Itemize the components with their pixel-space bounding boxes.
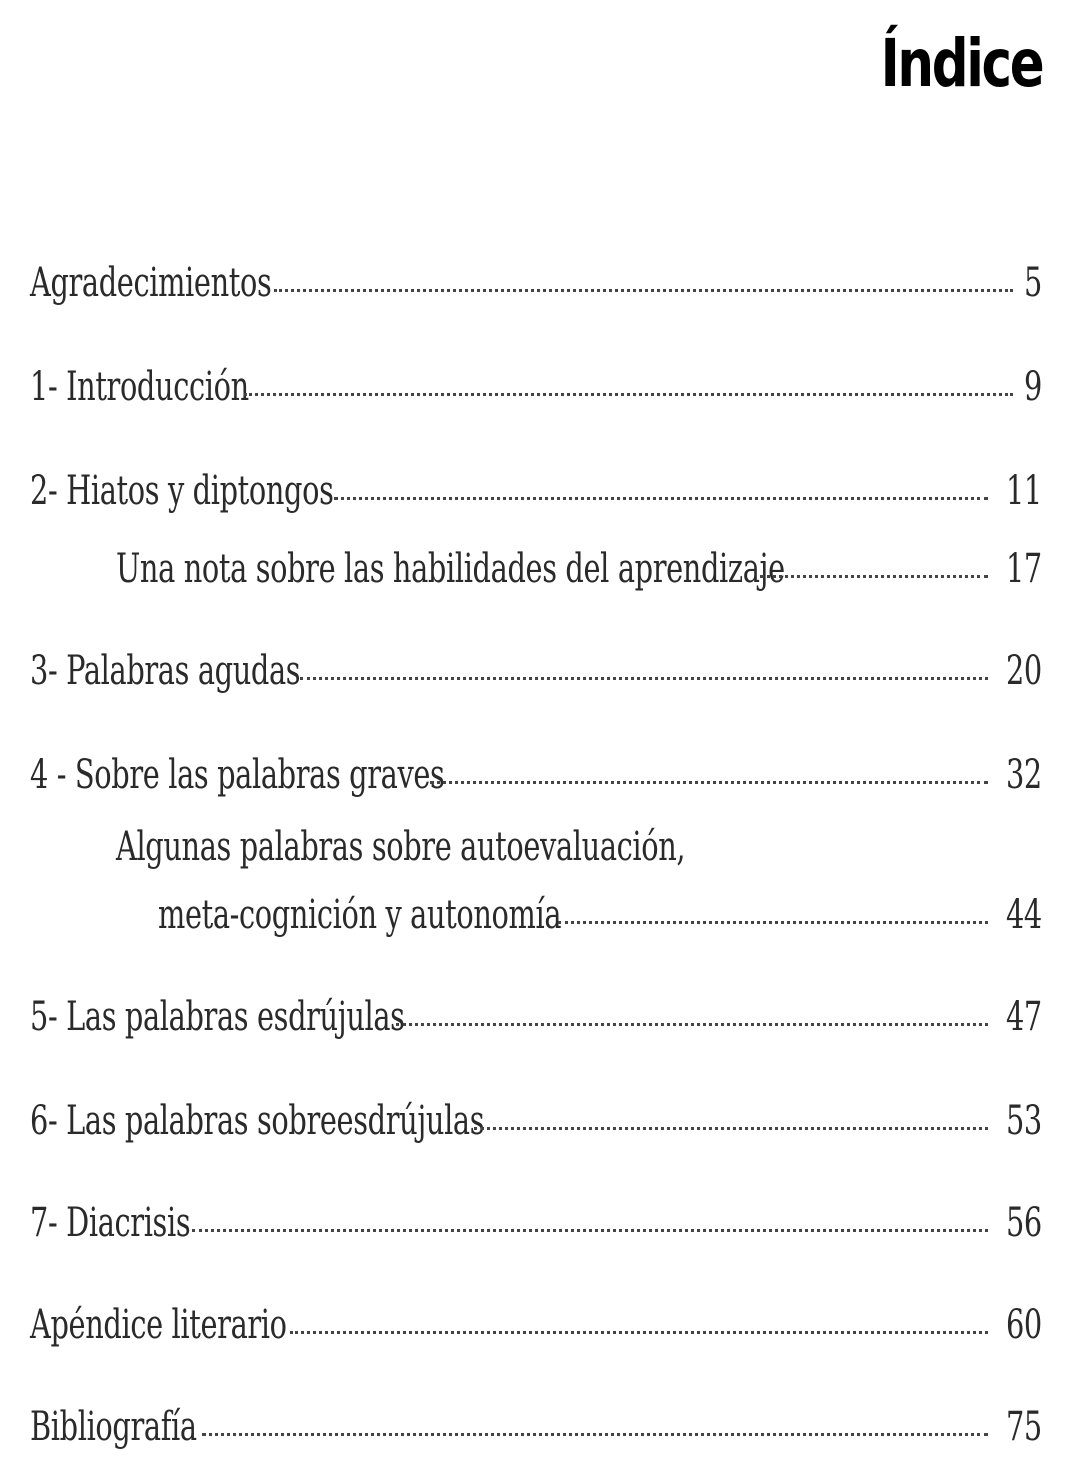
page-title: Índice [880, 25, 1042, 102]
toc-page-number: 9 [1024, 364, 1042, 410]
dot-leader [244, 393, 1013, 396]
dot-leader [202, 1433, 988, 1436]
toc-entry-esdrujulas[interactable] [30, 992, 1042, 1042]
toc-entry-autoevaluacion[interactable] [158, 890, 1042, 940]
toc-page-number: 32 [1006, 752, 1042, 798]
toc-page-number: 60 [1006, 1302, 1042, 1348]
dot-leader [396, 1023, 988, 1026]
toc-entry-title: meta-cognición y autonomía [158, 892, 562, 938]
toc-entry-title: Una nota sobre las habilidades del aprendizaje [116, 546, 785, 592]
toc-entry-title: 3- Palabras agudas [30, 648, 301, 694]
toc-entry-title: Apéndice literario [30, 1302, 287, 1348]
toc-entry-title: 5- Las palabras esdrújulas [30, 994, 405, 1040]
toc-page-number: 53 [1006, 1098, 1042, 1144]
toc-entry-apendice[interactable] [30, 1300, 1042, 1350]
toc-page-number: 11 [1006, 468, 1042, 514]
toc-page-number: 5 [1024, 260, 1042, 306]
toc-page-number: 17 [1006, 546, 1042, 592]
dot-leader [192, 1229, 988, 1232]
toc-entry-title: 2- Hiatos y diptongos [30, 468, 334, 514]
dot-leader [760, 575, 988, 578]
dot-leader [474, 1127, 988, 1130]
dot-leader [334, 497, 988, 500]
dot-leader [290, 1331, 988, 1334]
toc-entry-title: 1- Introducción [30, 364, 249, 410]
toc-entry-diacrisis[interactable] [30, 1198, 1042, 1248]
toc-entry-title: 7- Diacrisis [30, 1200, 191, 1246]
toc-entry-hiatos[interactable] [30, 466, 1042, 516]
toc-entry-sobreesdrujulas[interactable] [30, 1096, 1042, 1146]
toc-entry-title: 4 - Sobre las palabras graves [30, 752, 445, 798]
toc-entry-bibliografia[interactable] [30, 1402, 1042, 1452]
toc-entry-agradecimientos[interactable] [30, 258, 1042, 308]
toc-page-number: 56 [1006, 1200, 1042, 1246]
toc-page-number: 47 [1006, 994, 1042, 1040]
toc-entry-title: Agradecimientos [30, 260, 272, 306]
toc-page-number: 44 [1006, 892, 1042, 938]
toc-entry-autoevaluacion-line1: Algunas palabras sobre autoevaluación, [116, 824, 686, 870]
dot-leader [558, 921, 988, 924]
toc-page-number: 20 [1006, 648, 1042, 694]
toc-entry-introduccion[interactable] [30, 362, 1042, 412]
toc-entry-nota[interactable] [116, 544, 1042, 594]
toc-entry-agudas[interactable] [30, 646, 1042, 696]
dot-leader [274, 289, 1013, 292]
toc-entry-title: Bibliografía [30, 1404, 197, 1450]
dot-leader [430, 781, 988, 784]
toc-entry-title: 6- Las palabras sobreesdrújulas [30, 1098, 485, 1144]
dot-leader [300, 677, 988, 680]
toc-page-number: 75 [1006, 1404, 1042, 1450]
toc-entry-graves[interactable] [30, 750, 1042, 800]
